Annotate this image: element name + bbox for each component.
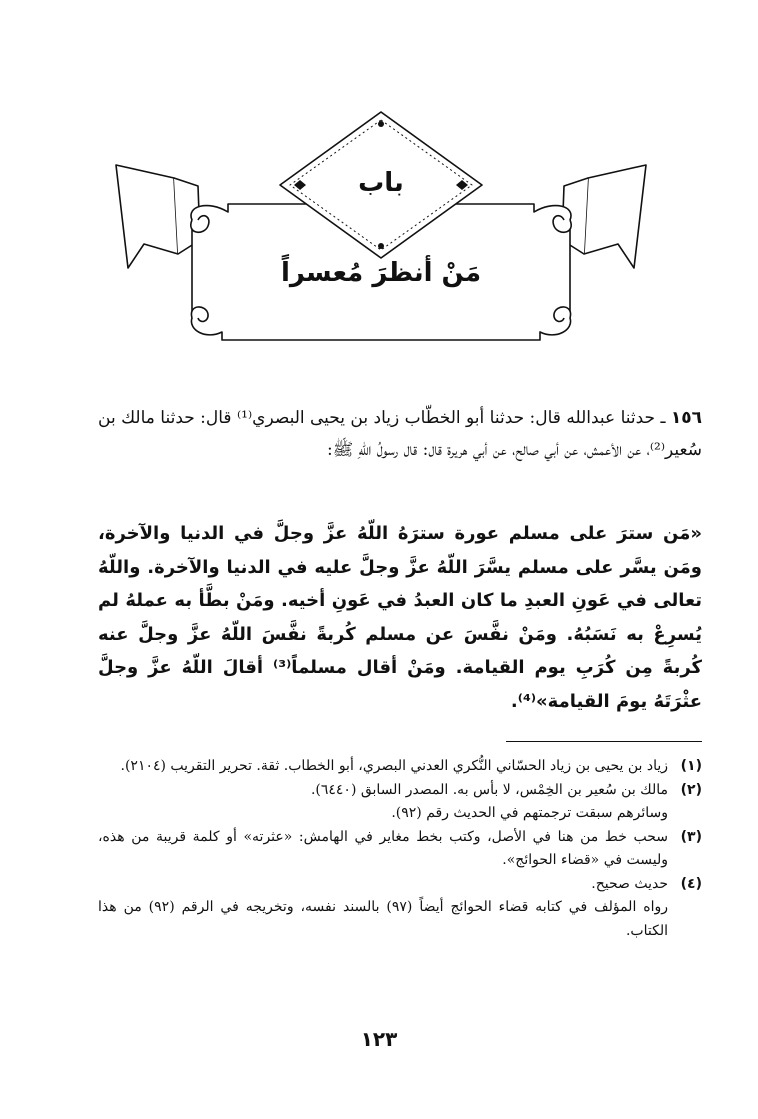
footnote-number: (٣)	[680, 828, 702, 845]
footnote-line: مالك بن سُعير بن الخِمْس، لا بأس به. المصدر السابق (٦٤٤٠).	[310, 781, 668, 798]
hadith-number: ١٥٦	[670, 408, 703, 428]
footnote-line: حديث صحيح.	[591, 875, 668, 892]
footnote-text	[98, 873, 668, 944]
footnote-separator	[506, 741, 702, 742]
scroll-ribbon-ornament	[108, 108, 654, 358]
footnote-2	[98, 779, 702, 826]
hadith-isnad: ـ حدثنا عبدالله قال: حدثنا أبو الخطّاب زياد بن يحيى البصري⁽¹⁾ قال: حدثنا مالك بن سُعير⁽²⁾، عن الأعمش، عن أبي صالح، عن أبي هريرة قال: قال رسولُ اللّهِ ﷺ:	[98, 408, 702, 460]
footnote-line: رواه المؤلف في كتابه قضاء الحوائج أيضاً (٩٧) بالسند نفسه، وتخريجه في الرقم (٩٢) من هذا الكتاب.	[98, 899, 669, 939]
footnote-3	[98, 826, 702, 873]
footnote-line: سحب خط من هنا في الأصل، وكتب بخط مغاير في الهامش: «عثرته» أو كلمة قريبة من هذه، وليست في «قضاء الحوائج».	[98, 828, 668, 868]
chapter-label: باب	[358, 168, 404, 198]
footnote-text	[98, 826, 668, 873]
footnote-4	[98, 873, 702, 944]
footnotes	[98, 755, 702, 943]
footnote-number: (٤)	[680, 875, 702, 892]
footnote-1	[98, 755, 702, 779]
footnote-number: (١)	[680, 758, 702, 774]
footnote-text	[98, 779, 668, 826]
page-number: ١٢٣	[360, 1027, 398, 1051]
footnote-text	[98, 755, 668, 779]
footnote-line: زياد بن يحيى بن زياد الحسّاني النُّكري العدني البصري، أبو الخطاب. ثقة. تحرير التقريب (٢١٠٤).	[120, 758, 668, 774]
chapter-banner	[108, 108, 654, 358]
footnote-line: وسائرهم سبقت ترجمتهم في الحديث رقم (٩٢).	[391, 805, 668, 821]
hadith-isnad-paragraph	[98, 402, 702, 466]
footnote-number: (٢)	[680, 781, 702, 798]
hadith-matn: «مَن سترَ على مسلم عورة سترَهُ اللّهُ عزَّ وجلَّ في الدنيا والآخرة، ومَن يسَّر على مسلم يسَّرَ اللّهُ عزَّ وجلَّ عليه في الدنيا والآخرة. واللّهُ تعالى في عَونِ العبدِ ما كان العبدُ في عَونِ أخيه. ومَنْ بطَّأ به عملهُ لم يُسرِعْ به نَسَبُهُ. ومَنْ نفَّسَ عن مسلم كُربةً نفَّسَ اللّهُ عزَّ وجلَّ عنه كُربةً مِن كُرَبِ يوم القيامة. ومَنْ أقال مسلماً⁽³⁾ أقالَ اللّهُ عزَّ وجلَّ عثْرَتَهُ يومَ القيامة»⁽⁴⁾.	[98, 523, 702, 712]
chapter-title: مَنْ أنظرَ مُعسراً	[280, 258, 482, 288]
